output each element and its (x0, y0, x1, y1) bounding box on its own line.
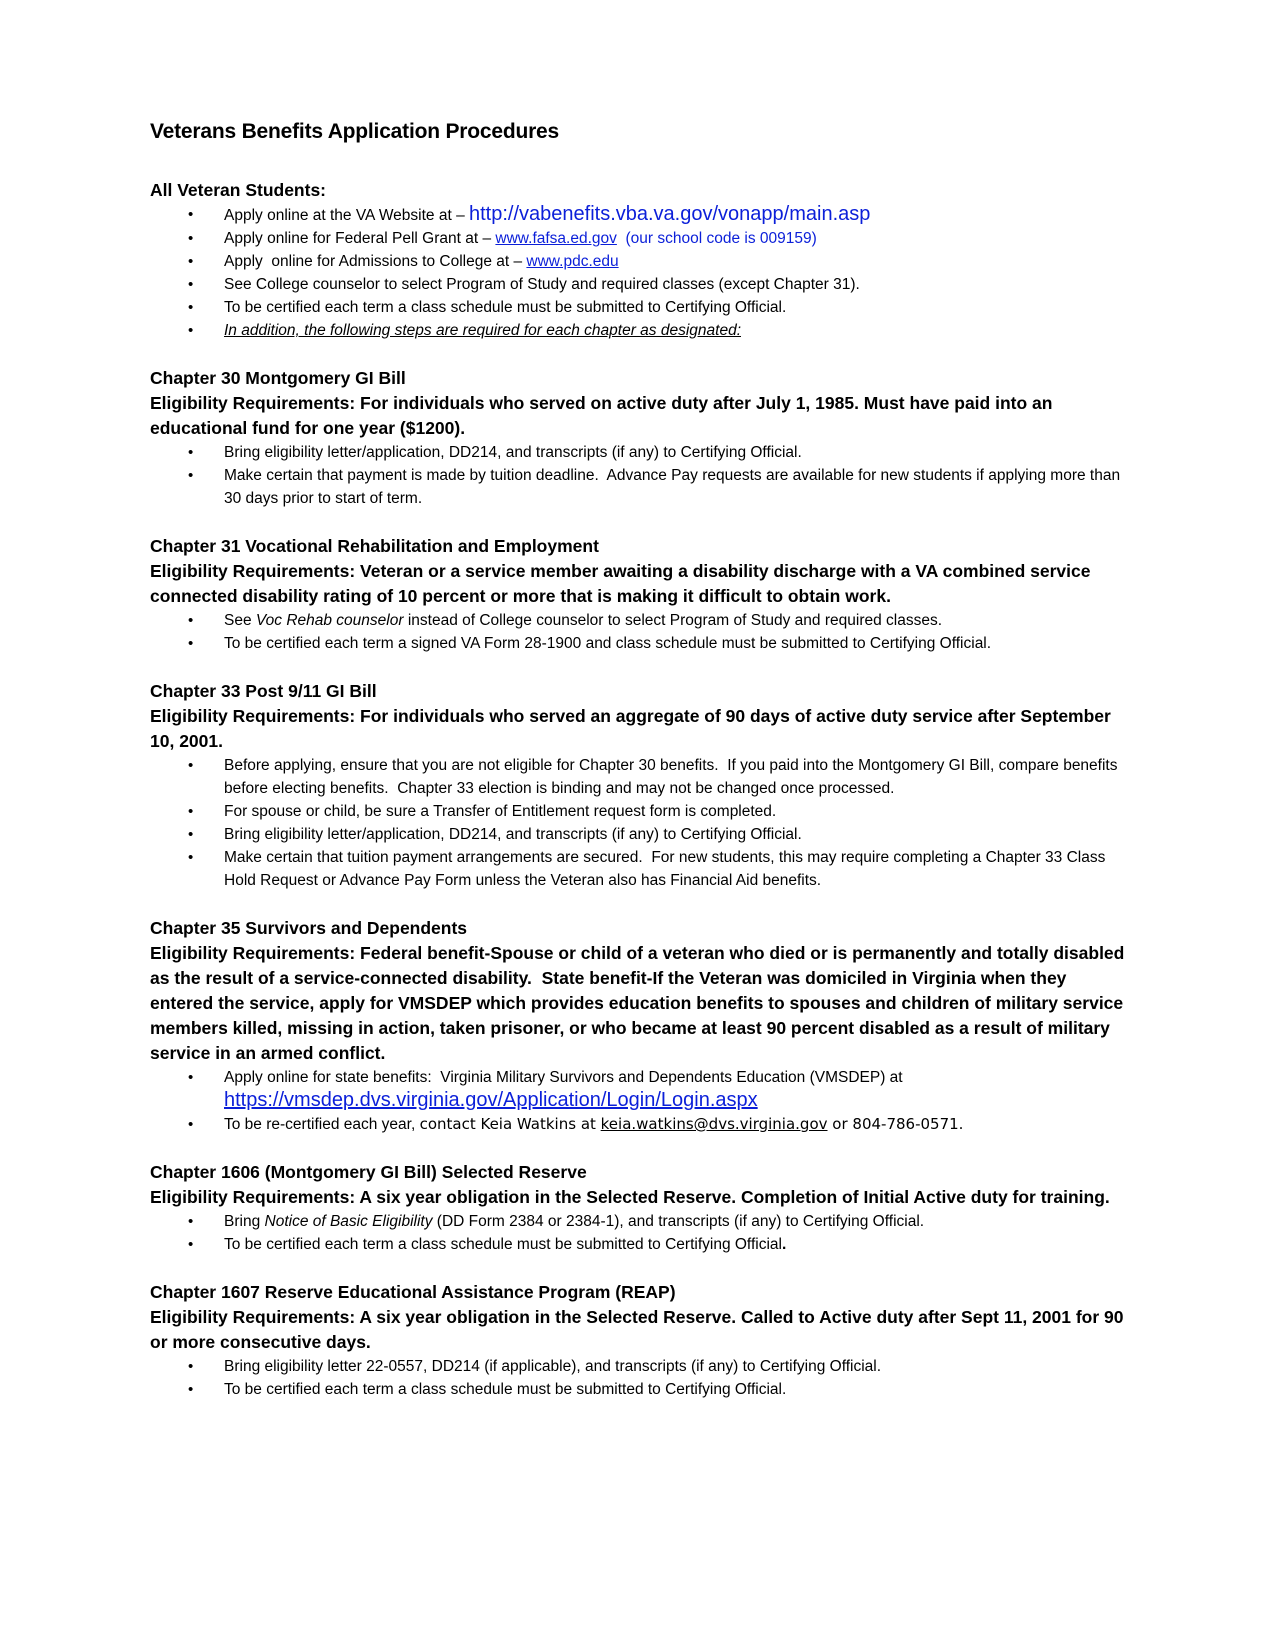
bullet-list (150, 754, 1125, 892)
bullet-icon: • (188, 253, 194, 270)
eligibility-text: Eligibility Requirements: Veteran or a service member awaiting a disability discharge with a VA combined service connected disability rating of 10 percent or more that is making it difficult to obtain work. (150, 561, 1091, 606)
item-text: Bring eligibility letter/application, DD214, and transcripts (if any) to Certifying Official. (224, 444, 802, 461)
section-chapter-1606 (150, 1160, 1125, 1256)
section-chapter-31 (150, 534, 1125, 655)
list-item (150, 800, 1125, 823)
item-text-italic: Notice of Basic Eligibility (264, 1213, 433, 1230)
list-item (150, 319, 1125, 342)
bullet-icon: • (188, 276, 194, 293)
bullet-icon: • (188, 1069, 194, 1086)
list-item (150, 823, 1125, 846)
bullet-icon: • (188, 1381, 194, 1398)
item-text: To be certified each term a class schedule must be submitted to Certifying Official (224, 1236, 782, 1253)
item-text: See (224, 612, 256, 629)
bullet-icon: • (188, 757, 194, 774)
eligibility-text: Eligibility Requirements: A six year obligation in the Selected Reserve. Called to Active duty after Sept 11, 2001 for 90 or more consecutive days. (150, 1307, 1124, 1352)
item-text: (DD Form 2384 or 2384-1), and transcripts (if any) to Certifying Official. (432, 1213, 925, 1230)
list-item (150, 273, 1125, 296)
section-heading: Chapter 1607 Reserve Educational Assistance Program (REAP) (150, 1282, 676, 1302)
item-text: Make certain that tuition payment arrangements are secured. For new students, this may require completing a Chapter 33 Class Hold Request or Advance Pay Form unless the Veteran also has Financial Aid benefits. (224, 849, 1110, 889)
item-text: To be certified each term a class schedule must be submitted to Certifying Official. (224, 1381, 787, 1398)
pdc-link[interactable]: www.pdc.edu (526, 253, 619, 270)
list-item (150, 1210, 1125, 1233)
bullet-list (150, 1210, 1125, 1256)
list-item (150, 296, 1125, 319)
item-text: contact Keia Watkins at (419, 1115, 601, 1133)
bullet-icon: • (188, 299, 194, 316)
section-chapter-35 (150, 916, 1130, 1136)
bullet-list (150, 1066, 1125, 1136)
list-item (150, 846, 1125, 892)
bullet-icon: • (188, 849, 194, 866)
item-text: Bring eligibility letter/application, DD214, and transcripts (if any) to Certifying Official. (224, 826, 802, 843)
list-item (150, 1355, 1125, 1378)
list-item (150, 441, 1125, 464)
bullet-icon: • (188, 1213, 194, 1230)
phone-text: or 804-786-0571. (827, 1115, 964, 1133)
eligibility-text: Eligibility Requirements: Federal benefit-Spouse or child of a veteran who died or is permanently and totally disabled as the result of a service-connected disability. State benefit-If the Veteran was domiciled in Virginia when they entered the service, apply for VMSDEP which provides education benefits to spouses and children of military service members killed, missing in action, taken prisoner, or who became at least 90 percent disabled as a result of military service in an armed conflict. (150, 943, 1130, 1063)
item-text-italic: Voc Rehab counselor (255, 612, 404, 629)
page-title: Veterans Benefits Application Procedures (150, 120, 560, 143)
list-item (150, 609, 1125, 632)
eligibility-text: Eligibility Requirements: A six year obligation in the Selected Reserve. Completion of Initial Active duty for training. (150, 1187, 1110, 1207)
bullet-icon: • (188, 1358, 194, 1375)
item-text: Apply online for Admissions to College at – (224, 253, 527, 270)
section-chapter-33 (150, 679, 1125, 892)
bullet-icon: • (188, 444, 194, 461)
bullet-icon: • (188, 826, 194, 843)
item-text: Make certain that payment is made by tuition deadline. Advance Pay requests are available for new students if applying more than 30 days prior to start of term. (224, 467, 1125, 507)
section-all-students (150, 178, 1125, 342)
fafsa-link[interactable]: www.fafsa.ed.gov (495, 230, 617, 247)
section-heading: Chapter 30 Montgomery GI Bill (150, 368, 406, 388)
bullet-icon: • (188, 1116, 194, 1133)
section-heading: Chapter 35 Survivors and Dependents (150, 918, 468, 938)
school-code-note: (our school code is 009159) (616, 230, 817, 247)
item-text: Apply online at the VA Website at – (224, 207, 469, 224)
item-text: Bring (224, 1213, 265, 1230)
list-item (150, 464, 1125, 510)
list-item (150, 754, 1125, 800)
section-heading: Chapter 33 Post 9/11 GI Bill (150, 681, 377, 701)
bullet-icon: • (188, 206, 194, 223)
list-item (150, 227, 1125, 250)
eligibility-text: Eligibility Requirements: For individuals who served an aggregate of 90 days of active duty service after September 10, 2001. (150, 706, 1111, 751)
item-text: instead of College counselor to select Program of Study and required classes. (403, 612, 943, 629)
item-text: To be certified each term a class schedule must be submitted to Certifying Official. (224, 299, 787, 316)
bullet-icon: • (188, 322, 194, 339)
item-text: To be re-certified each year, (224, 1116, 420, 1133)
item-text: Bring eligibility letter 22-0557, DD214 (if applicable), and transcripts (if any) to Certifying Official. (224, 1358, 882, 1375)
bullet-icon: • (188, 467, 194, 484)
item-text-bold: . (781, 1236, 787, 1253)
section-heading: Chapter 31 Vocational Rehabilitation and Employment (150, 536, 599, 556)
bullet-list (150, 203, 1125, 342)
item-text: Before applying, ensure that you are not eligible for Chapter 30 benefits. If you paid into the Montgomery GI Bill, compare benefits before electing benefits. Chapter 33 election is binding and may not be changed once processed. (224, 757, 1122, 797)
item-text: See College counselor to select Program of Study and required classes (except Chapter 31). (224, 276, 860, 293)
bullet-list (150, 609, 1125, 655)
list-item (150, 250, 1125, 273)
vmsdep-link[interactable]: https://vmsdep.dvs.virginia.gov/Application/Login/Login.aspx (224, 1089, 758, 1111)
list-item (150, 203, 1125, 227)
item-text: For spouse or child, be sure a Transfer of Entitlement request form is completed. (224, 803, 777, 820)
bullet-icon: • (188, 612, 194, 629)
bullet-icon: • (188, 230, 194, 247)
bullet-icon: • (188, 635, 194, 652)
va-website-link[interactable]: http://vabenefits.vba.va.gov/vonapp/main.asp (469, 203, 871, 225)
bullet-list (150, 1355, 1125, 1401)
section-heading: Chapter 1606 (Montgomery GI Bill) Selected Reserve (150, 1162, 587, 1182)
bullet-icon: • (188, 803, 194, 820)
email-link[interactable]: keia.watkins@dvs.virginia.gov (600, 1115, 828, 1133)
eligibility-text: Eligibility Requirements: For individuals who served on active duty after July 1, 1985. Must have paid into an educational fund for one year ($1200). (150, 393, 1053, 438)
list-item (150, 1233, 1125, 1256)
item-text: In addition, the following steps are required for each chapter as designated: (224, 322, 741, 339)
bullet-list (150, 441, 1125, 510)
list-item (150, 1066, 1125, 1113)
list-item (150, 632, 1125, 655)
item-text: Apply online for Federal Pell Grant at – (224, 230, 496, 247)
item-text: To be certified each term a signed VA Form 28-1900 and class schedule must be submitted to Certifying Official. (224, 635, 992, 652)
section-heading: All Veteran Students: (150, 180, 327, 200)
list-item (150, 1378, 1125, 1401)
section-chapter-30 (150, 366, 1125, 510)
section-chapter-1607 (150, 1280, 1125, 1401)
item-text: Apply online for state benefits: Virginia Military Survivors and Dependents Education (VMSDEP) at (224, 1069, 903, 1086)
bullet-icon: • (188, 1236, 194, 1253)
list-item (150, 1113, 1125, 1136)
